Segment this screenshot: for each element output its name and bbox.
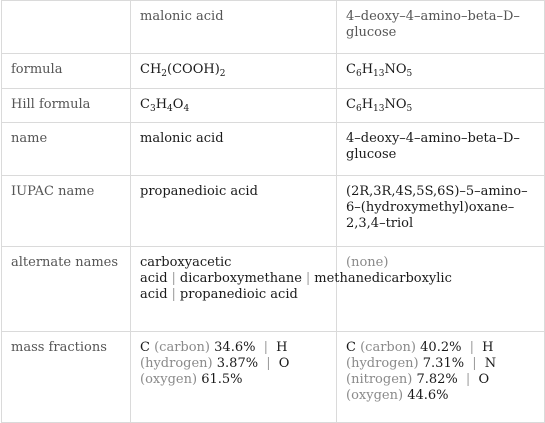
formula-subscript: 6: [355, 104, 362, 114]
separator: |: [465, 372, 471, 387]
formula-text: H: [361, 62, 374, 77]
row-label-hill-formula: Hill formula: [2, 89, 131, 123]
alt-name: methanedicarboxylic acid: [140, 271, 452, 302]
row-label-alternate-names: alternate names: [2, 247, 131, 332]
element-name: (carbon): [360, 340, 417, 355]
row-name: [2, 123, 545, 176]
element-name: (oxygen): [140, 372, 198, 387]
separator: |: [469, 340, 474, 355]
formula-text: NO: [384, 97, 407, 112]
formula-text: C: [346, 97, 356, 112]
formula-subscript: 3: [149, 104, 156, 114]
element-name: (carbon): [154, 340, 211, 355]
formula-text: CH: [140, 62, 162, 77]
column-header-malonic-acid: malonic acid: [131, 1, 337, 54]
element-symbol: O: [478, 372, 490, 387]
formula-text: C: [140, 97, 150, 112]
formula-subscript: 13: [373, 104, 385, 114]
row-label-iupac-name: IUPAC name: [2, 176, 131, 247]
mass-fraction-value: 3.87%: [216, 356, 259, 371]
hill-formula-cell-b: [337, 89, 545, 123]
iupac-cell-b: (2R,3R,4S,5S,6S)–5–amino–6–(hydroxymethyl)oxane–2,3,4–triol: [337, 176, 545, 247]
mass-fraction-value: 61.5%: [201, 372, 243, 387]
alt-name: dicarboxymethane: [179, 271, 302, 286]
row-alternate-names: [2, 247, 545, 332]
separator: |: [263, 340, 268, 355]
name-cell-a: malonic acid: [131, 123, 337, 176]
formula-cell-a: [131, 54, 337, 89]
formula-subscript: 2: [161, 69, 168, 79]
mass-fraction-value: 34.6%: [214, 340, 256, 355]
element-symbol: O: [278, 356, 290, 371]
row-mass-fractions: [2, 332, 545, 423]
element-name: (nitrogen): [346, 372, 413, 387]
corner-cell: [2, 1, 131, 54]
element-name: (hydrogen): [346, 356, 419, 371]
formula-text: O: [172, 97, 184, 112]
mass-fractions-cell-a: [131, 332, 337, 423]
element-symbol: C: [140, 340, 150, 355]
formula-text: (COOH): [167, 62, 220, 77]
mass-fraction-value: 7.31%: [422, 356, 465, 371]
element-symbol: C: [346, 340, 356, 355]
mass-fraction-value: 40.2%: [420, 340, 462, 355]
separator: |: [171, 271, 176, 286]
separator: |: [305, 271, 311, 286]
alternate-names-cell-b: (none): [337, 247, 545, 332]
row-iupac-name: [2, 176, 545, 247]
formula-text: H: [361, 97, 374, 112]
formula-subscript: 13: [373, 69, 385, 79]
row-formula: [2, 54, 545, 89]
separator: |: [266, 356, 271, 371]
formula-subscript: 5: [406, 69, 413, 79]
hill-formula-cell-a: [131, 89, 337, 123]
element-symbol: H: [482, 340, 494, 355]
formula-cell-b: [337, 54, 545, 89]
element-name: (oxygen): [346, 388, 404, 403]
name-cell-b: 4–deoxy–4–amino–beta–D–glucose: [337, 123, 545, 176]
separator: |: [171, 287, 176, 302]
formula-subscript: 2: [219, 69, 226, 79]
header-row: [2, 1, 545, 54]
formula-subscript: 6: [355, 69, 362, 79]
element-symbol: N: [484, 356, 497, 371]
mass-fraction-value: 44.6%: [407, 388, 449, 403]
alt-name: carboxyacetic acid: [140, 255, 232, 286]
comparison-table: [1, 0, 545, 423]
element-symbol: H: [276, 340, 288, 355]
formula-text: NO: [384, 62, 407, 77]
column-header-amino-glucose: 4–deoxy–4–amino–beta–D–glucose: [337, 1, 545, 54]
formula-subscript: 5: [406, 104, 413, 114]
mass-fractions-cell-b: [337, 332, 545, 423]
mass-fraction-value: 7.82%: [416, 372, 458, 387]
iupac-cell-a: propanedioic acid: [131, 176, 337, 247]
row-hill-formula: [2, 89, 545, 123]
formula-subscript: 4: [167, 104, 173, 114]
formula-subscript: 4: [183, 104, 190, 114]
row-label-mass-fractions: mass fractions: [2, 332, 131, 423]
row-label-name: name: [2, 123, 131, 176]
separator: |: [472, 356, 477, 371]
formula-text: H: [155, 97, 168, 112]
row-label-formula: formula: [2, 54, 131, 89]
alt-name: propanedioic acid: [179, 287, 298, 302]
element-name: (hydrogen): [140, 356, 213, 371]
formula-text: C: [346, 62, 356, 77]
